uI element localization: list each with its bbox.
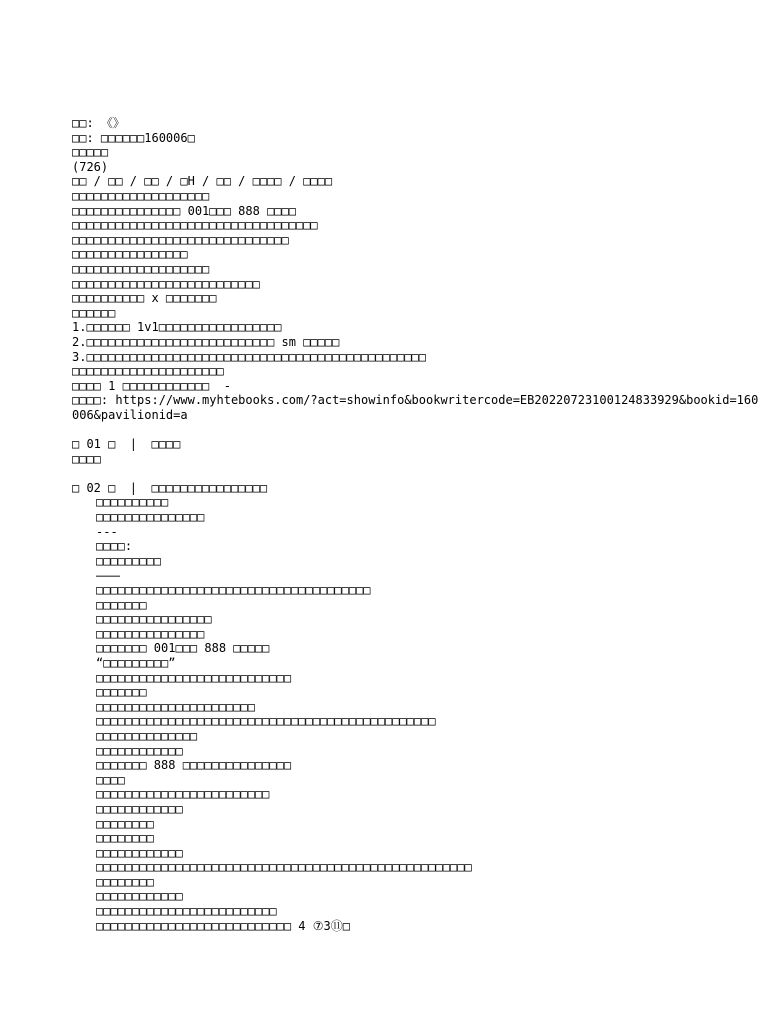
- chapter-2-line: □□□□: [96, 772, 125, 787]
- chapter-2-line: □□□□□□□□□□□□: [96, 801, 183, 816]
- chapter-2-line: □□□□□□□□□□□□□□□: [96, 626, 205, 641]
- chapter-2-line: □□□□□□□□□□□□□□□□□□□□□□□□□□□ 4 ⑦3⑪□: [96, 918, 350, 933]
- chapter-2-line: □□□□:: [96, 539, 133, 554]
- document-body: [72, 116, 762, 933]
- intro-line: □□□□□□□□□□□□□□□□□□□: [72, 261, 210, 276]
- chapter-1-body: □□□□: [72, 451, 101, 466]
- chapter-2-body: [72, 495, 762, 933]
- chapter-1-heading: □ 01 □ | □□□□: [72, 437, 181, 452]
- intro-line: □□□□ 1 □□□□□□□□□□□□ -: [72, 378, 231, 393]
- chapter-2-line: □□□□□□□□□: [96, 553, 162, 568]
- chapter-2-line: □□□□□□□□□□: [96, 495, 169, 510]
- spacer: [72, 466, 762, 481]
- chapter-2-line: □□□□□□□: [96, 685, 147, 700]
- chapter-2-line: □□□□□□□□□□□□□□□□□□□□□□□□□□□□□□□□□□□□□□□□□□□□□□□: [96, 714, 436, 729]
- count-line: (726): [72, 159, 109, 174]
- intro-line: 2.□□□□□□□□□□□□□□□□□□□□□□□□□□ sm □□□□□: [72, 334, 340, 349]
- chapter-2-heading: □ 02 □ | □□□□□□□□□□□□□□□□: [72, 480, 268, 495]
- chapter-2-line: …………: [96, 569, 121, 581]
- chapter-2-line: □□□□□□□□□□□□□□□□□□□□□□: [96, 699, 255, 714]
- chapter-2-line: □□□□□□□□□□□□□□: [96, 728, 198, 743]
- chapter-2-line: □□□□□□□ 888 □□□□□□□□□□□□□□□: [96, 758, 292, 773]
- intro-line: □□□□□□□□□□□□□□□□□□□□□: [72, 364, 224, 379]
- spacer: [72, 422, 762, 437]
- source-link[interactable]: □□□□: https://www.myhtebooks.com/?act=showinfo&bookwritercode=EB20220723100124833929&bookid=160006&pavilionid=a: [72, 393, 759, 422]
- intro-line: □□□□□□□□□□□□□□□□□□□□□□□□□□: [72, 276, 260, 291]
- chapter-2-line: □□□□□□□□□□□□□□□□□□□□□□□□□□□: [96, 670, 292, 685]
- intro-line: 1.□□□□□□ 1v1□□□□□□□□□□□□□□□□□: [72, 320, 282, 335]
- chapter-2-line: □□□□□□□□□□□□□□□□□□□□□□□□□□□□□□□□□□□□□□: [96, 583, 371, 597]
- intro-line: □□□□□□□□□□□□□□□□□□□: [72, 188, 210, 203]
- intro-line: 3.□□□□□□□□□□□□□□□□□□□□□□□□□□□□□□□□□□□□□□□□□□□□□□□: [72, 349, 427, 364]
- chapter-2-line: □□□□□□□: [96, 597, 147, 612]
- status-line: □□□□□: [72, 145, 109, 160]
- intro-line: □□□□□□□□□□□□□□□□□□□□□□□□□□□□□□□□□□: [72, 218, 318, 233]
- chapter-2-line: □□□□□□□□□□□□: [96, 889, 183, 904]
- author-line: □□: □□□□□□160006□: [72, 130, 195, 145]
- chapter-2-line: □□□□□□□□□□□□□□□: [96, 510, 205, 525]
- intro-line: □□□□□□□□□□□□□□□ 001□□□ 888 □□□□: [72, 203, 296, 218]
- chapter-2-line: □□□□□□□□□□□□□□□□□□□□□□□□□□□□□□□□□□□□□□□□□□□□□□□□□□□□: [96, 860, 472, 875]
- chapter-2-line: □□□□□□□□□□□□□□□□□□□□□□□□: [96, 787, 270, 802]
- tags-line: □□ / □□ / □□ / □H / □□ / □□□□ / □□□□: [72, 174, 333, 189]
- chapter-2-line: □□□□□□□□□□□□□□□□□□□□□□□□□: [96, 904, 277, 919]
- chapter-2-line: □□□□□□□□: [96, 816, 154, 831]
- chapter-2-line: □□□□□□□□□□□□: [96, 743, 183, 758]
- book-title-line: □□: 《》: [72, 116, 125, 130]
- chapter-2-line: □□□□□□□ 001□□□ 888 □□□□□: [96, 641, 270, 656]
- chapter-2-line: □□□□□□□□: [96, 874, 154, 889]
- chapter-2-line: □□□□□□□□□□□□: [96, 845, 183, 860]
- chapter-2-line: □□□□□□□□: [96, 831, 154, 846]
- intro-line: □□□□□□: [72, 305, 116, 320]
- chapter-2-line: □□□□□□□□□□□□□□□□: [96, 612, 212, 627]
- intro-line: □□□□□□□□□□□□□□□□: [72, 247, 188, 262]
- intro-line: □□□□□□□□□□ x □□□□□□□: [72, 291, 217, 306]
- intro-block: [72, 189, 762, 393]
- intro-line: □□□□□□□□□□□□□□□□□□□□□□□□□□□□□□: [72, 232, 289, 247]
- chapter-2-line: “□□□□□□□□□”: [96, 655, 176, 670]
- chapter-2-line: ---: [96, 524, 118, 539]
